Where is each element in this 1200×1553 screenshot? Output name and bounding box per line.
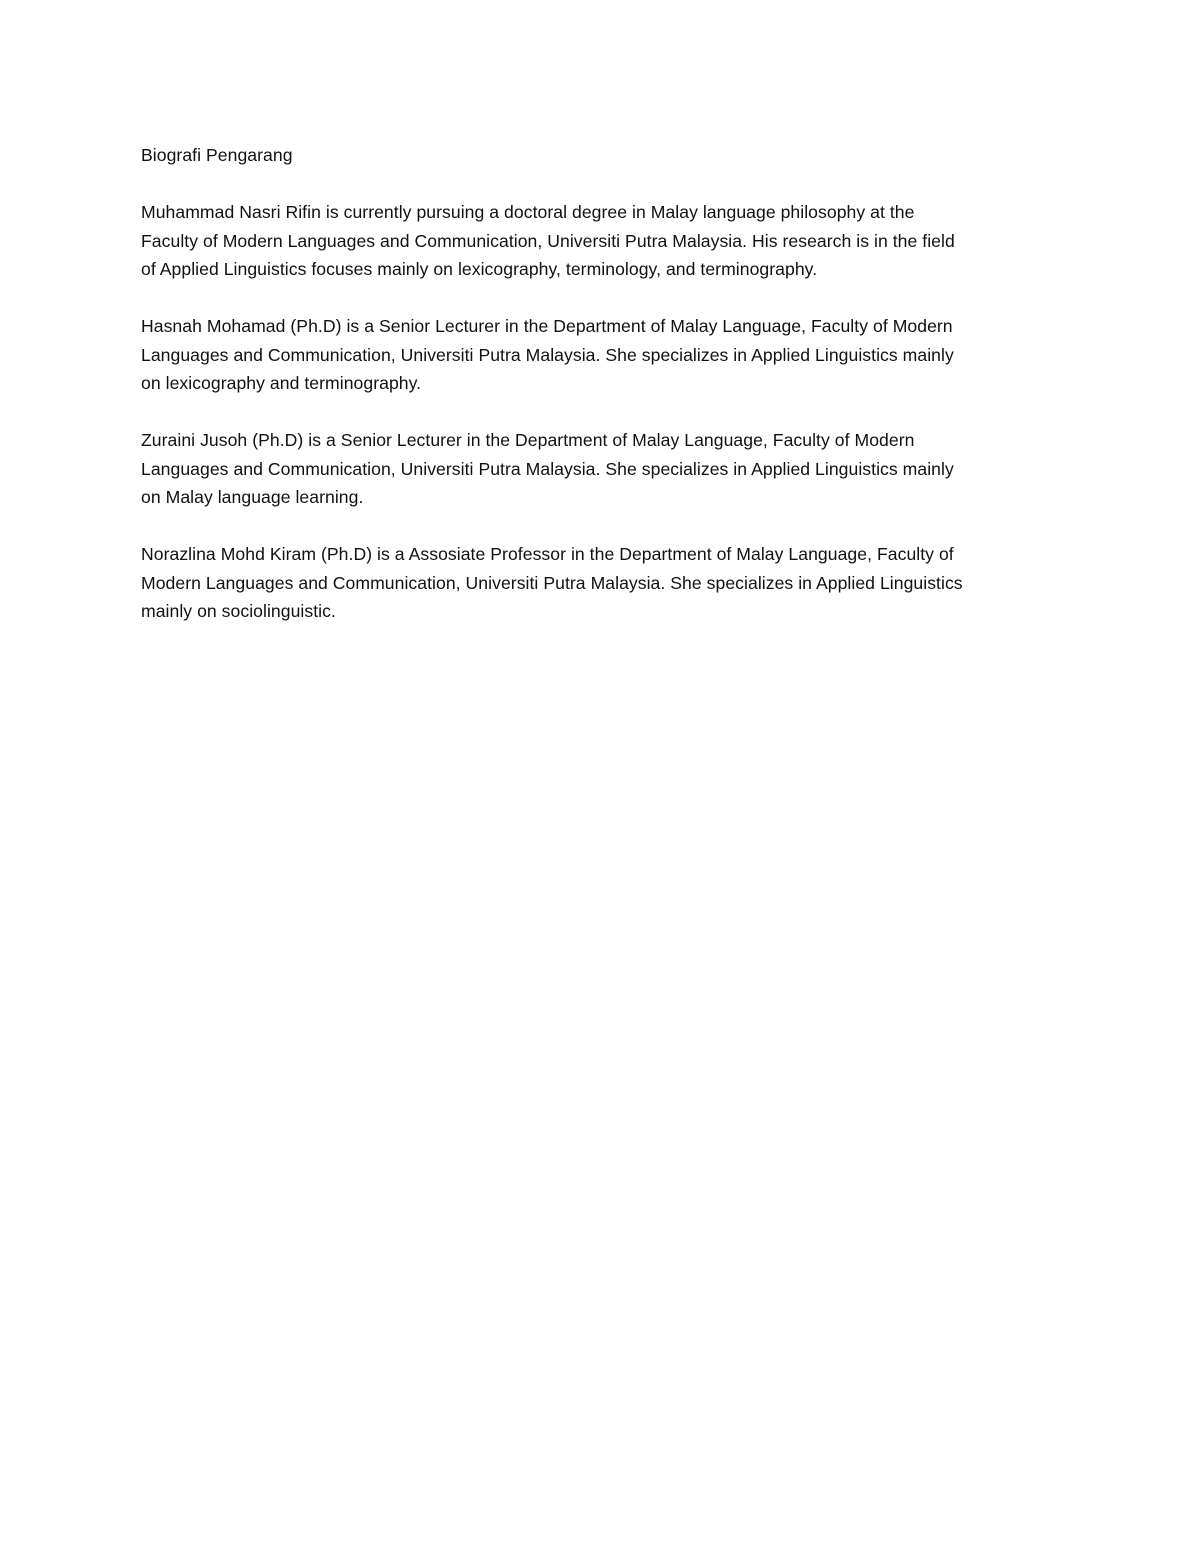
document-body [141,141,1061,654]
bio-line: Norazlina Mohd Kiram (Ph.D) is a Assosiate Professor in the Department of Malay Language, Faculty of [141,544,954,564]
bio-line: mainly on sociolinguistic. [141,601,336,621]
page-title: Biografi Pengarang [141,145,293,165]
bio-paragraph-nasri [141,198,1061,284]
bio-line: Modern Languages and Communication, Universiti Putra Malaysia. She specializes in Applied Linguistics [141,572,963,593]
bio-paragraph-hasnah [141,312,1061,398]
bio-line: Muhammad Nasri Rifin is currently pursuing a doctoral degree in Malay language philosophy at the [141,202,915,222]
bio-line: on Malay language learning. [141,487,364,507]
bio-line: Hasnah Mohamad (Ph.D) is a Senior Lecturer in the Department of Malay Language, Faculty of Modern [141,316,953,336]
bio-line: Zuraini Jusoh (Ph.D) is a Senior Lecturer in the Department of Malay Language, Faculty of Modern [141,430,915,450]
bio-line: Languages and Communication, Universiti Putra Malaysia. She specializes in Applied Linguistics mainly [141,344,954,365]
bio-line: of Applied Linguistics focuses mainly on lexicography, terminology, and terminography. [141,259,818,279]
bio-paragraph-zuraini [141,426,1061,512]
bio-line: Languages and Communication, Universiti Putra Malaysia. She specializes in Applied Linguistics mainly [141,458,954,479]
bio-paragraph-norazlina [141,540,1061,626]
bio-line: on lexicography and terminography. [141,373,422,393]
bio-line: Faculty of Modern Languages and Communication, Universiti Putra Malaysia. His research is in the field [141,230,955,251]
